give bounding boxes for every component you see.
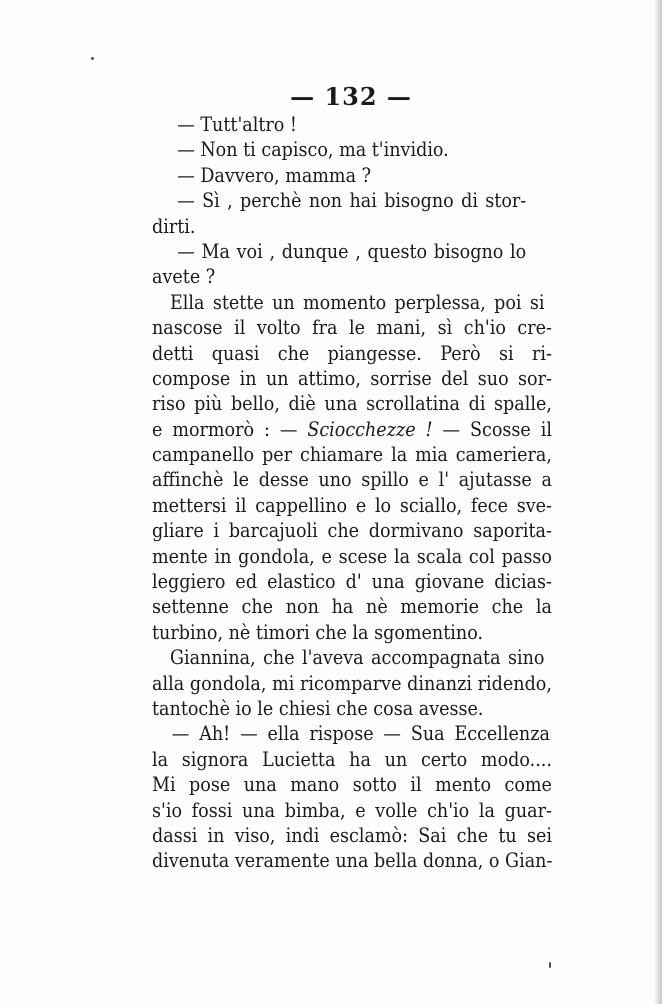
text-line: affinchè le desse uno spillo e l' ajutasse a bbox=[152, 468, 552, 492]
text-line: — Tutt'altro ! bbox=[177, 113, 297, 136]
text-line: avete ? bbox=[152, 265, 216, 289]
body-text bbox=[152, 112, 556, 874]
text-line: alla gondola, mi ricomparve dinanzi ridendo, bbox=[152, 671, 552, 695]
text-line: Mi pose una mano sotto il mento come bbox=[152, 773, 552, 797]
text-line: detti quasi che piangesse. Però si ri- bbox=[152, 341, 552, 365]
text-line: mente in gondola, e scese la scala col passo bbox=[152, 544, 552, 568]
text-line: — Ah! — ella rispose — Sua Eccellenza bbox=[171, 722, 550, 746]
text-line: la signora Lucietta ha un certo modo.... bbox=[152, 747, 552, 771]
text-line: divenuta veramente una bella donna, o Gian- bbox=[152, 849, 553, 873]
text-line bbox=[152, 417, 552, 442]
text-line: — Non ti capisco, ma t'invidio. bbox=[177, 138, 449, 162]
page-number: — 132 — bbox=[290, 82, 412, 111]
text-line: gliare i barcajuoli che dormivano saporita- bbox=[152, 519, 552, 543]
text-line: — Davvero, mamma ? bbox=[177, 163, 372, 187]
text-line: settenne che non ha nè memorie che la bbox=[152, 595, 552, 619]
text-line: — Sì , perchè non hai bisogno di stor- bbox=[177, 189, 527, 213]
text-line: — Ma voi , dunque , questo bisogno lo bbox=[177, 239, 527, 263]
text-line: leggiero ed elastico d' una giovane dicias- bbox=[152, 570, 552, 594]
text-line: Ella stette un momento perplessa, poi si bbox=[170, 290, 545, 314]
page-edge-shadow bbox=[655, 0, 662, 1004]
text-line: turbino, nè timori che la sgomentino. bbox=[152, 620, 484, 644]
text-fragment: e mormorò : — bbox=[152, 417, 308, 441]
text-line: dassi in viso, indi esclamò: Sai che tu sei bbox=[152, 823, 552, 847]
text-line: s'io fossi una bimba, e volle ch'io la guar- bbox=[152, 798, 552, 822]
text-line: compose in un attimo, sorrise del suo sor- bbox=[152, 366, 552, 390]
text-line: Giannina, che l'aveva accompagnata sino bbox=[170, 646, 545, 670]
text-line: campanello per chiamare la mia cameriera, bbox=[152, 443, 552, 467]
text-fragment: — Scosse il bbox=[432, 417, 552, 441]
italic-text: Sciocchezze ! bbox=[307, 417, 433, 441]
text-line: tantochè io le chiesi che cosa avesse. bbox=[152, 696, 484, 720]
text-line: dirti. bbox=[152, 214, 196, 238]
text-line: mettersi il cappellino e lo sciallo, fece sve- bbox=[152, 493, 552, 517]
print-speck bbox=[91, 57, 94, 60]
text-line: riso più bello, diè una scrollatina di spalle, bbox=[152, 392, 552, 416]
text-line: nascose il volto fra le mani, sì ch'io cre- bbox=[152, 316, 552, 340]
print-speck bbox=[549, 962, 551, 968]
